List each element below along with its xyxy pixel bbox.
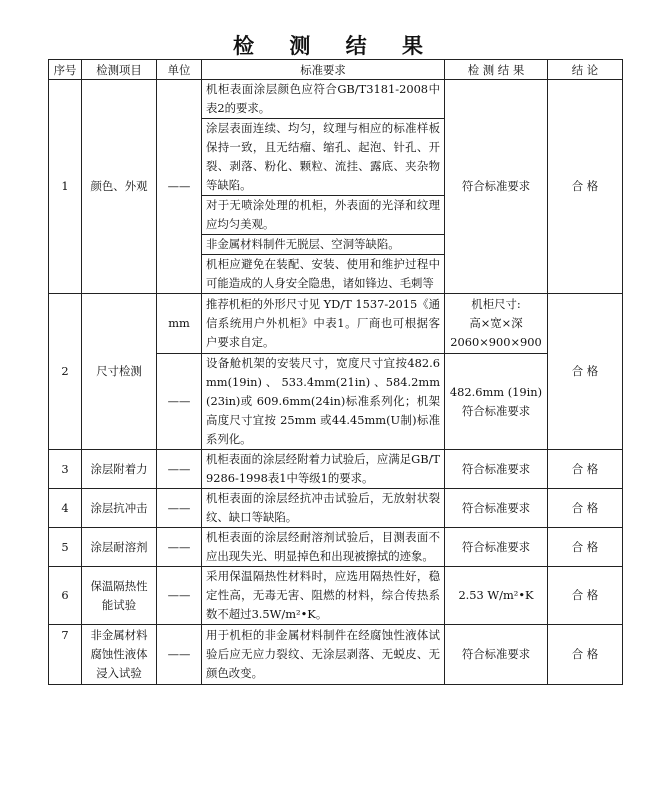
row-no: 2 [49, 294, 82, 450]
row-requirement: 机柜表面的涂层经附着力试验后，应满足GB/T9286-1998表1中等级1的要求。 [202, 450, 445, 489]
table-row [49, 567, 623, 625]
results-table [48, 59, 623, 685]
row-requirement: 机柜应避免在装配、安装、使用和维护过程中可能造成的人身安全隐患，诸如锋边、毛刺等 [202, 255, 445, 294]
row-unit: —— [157, 567, 202, 625]
row-conclusion: 合 格 [548, 450, 623, 489]
page-title: 检 测 结 果 [233, 34, 437, 58]
row-unit: —— [157, 528, 202, 567]
row-conclusion: 合 格 [548, 528, 623, 567]
row-unit: —— [157, 354, 202, 450]
item-line: 腐蚀性液体 [90, 647, 148, 661]
row-requirement: 采用保温隔热性材料时，应选用隔热性好，稳定性高，无毒无害、阻燃的材料，综合传热系数不超过3.5W/m²•K。 [202, 567, 445, 625]
row-result: 符合标准要求 [445, 450, 548, 489]
row-no: 5 [49, 528, 82, 567]
table-row [49, 80, 623, 119]
header-requirement: 标准要求 [202, 60, 445, 80]
row-result [445, 354, 548, 450]
row-conclusion: 合 格 [548, 625, 623, 685]
row-unit: —— [157, 489, 202, 528]
header-unit: 单位 [157, 60, 202, 80]
row-result: 符合标准要求 [445, 625, 548, 685]
row-requirement: 机柜表面的涂层经抗冲击试验后，无放射状裂纹、缺口等缺陷。 [202, 489, 445, 528]
row-requirement: 非金属材料制件无脱层、空洞等缺陷。 [202, 235, 445, 255]
table-row [49, 294, 623, 354]
result-line: 高×宽×深 [469, 316, 523, 330]
row-conclusion: 合 格 [548, 489, 623, 528]
table-row [49, 489, 623, 528]
row-conclusion: 合 格 [548, 294, 623, 450]
row-requirement: 涂层表面连续、均匀，纹理与相应的标准样板保持一致，且无结瘤、缩孔、起泡、针孔、开裂、剥落、粉化、颗粒、流挂、露底、夹杂物等缺陷。 [202, 119, 445, 196]
row-item [82, 567, 157, 625]
row-no: 4 [49, 489, 82, 528]
item-line: 能试验 [101, 597, 137, 612]
header-no: 序号 [49, 60, 82, 80]
row-no: 6 [49, 567, 82, 625]
row-item: 涂层耐溶剂 [82, 528, 157, 567]
row-unit: mm [157, 294, 202, 354]
result-line: 2060×900×900 [450, 335, 542, 349]
row-item: 尺寸检测 [82, 294, 157, 450]
row-result [445, 294, 548, 354]
header-conclusion: 结 论 [548, 60, 623, 80]
table-row [49, 625, 623, 685]
table-row [49, 450, 623, 489]
row-requirement: 对于无喷涂处理的机柜，外表面的光泽和纹理应均匀美观。 [202, 196, 445, 235]
table-row [49, 528, 623, 567]
row-no: 7 [49, 625, 82, 685]
row-result: 符合标准要求 [445, 80, 548, 294]
row-requirement: 推荐机柜的外形尺寸见 YD/T 1537-2015《通信系统用户外机柜》中表1。厂商也可根据客户要求自定。 [202, 294, 445, 354]
row-conclusion: 合 格 [548, 567, 623, 625]
item-line: 浸入试验 [96, 666, 142, 680]
row-no: 1 [49, 80, 82, 294]
header-item: 检测项目 [82, 60, 157, 80]
row-requirement: 机柜表面涂层颜色应符合GB/T3181-2008中表2的要求。 [202, 80, 445, 119]
row-unit: —— [157, 80, 202, 294]
item-line: 非金属材料 [90, 628, 148, 642]
row-item: 涂层抗冲击 [82, 489, 157, 528]
row-item: 颜色、外观 [82, 80, 157, 294]
row-unit: —— [157, 450, 202, 489]
result-line: 机柜尺寸: [471, 297, 521, 311]
row-requirement: 用于机柜的非金属材料制件在经腐蚀性液体试验后应无应力裂纹、无涂层剥落、无蜕皮、无颜色改变。 [202, 625, 445, 685]
row-no: 3 [49, 450, 82, 489]
row-item: 涂层附着力 [82, 450, 157, 489]
row-item [82, 625, 157, 685]
result-line: 符合标准要求 [461, 403, 531, 418]
row-conclusion: 合 格 [548, 80, 623, 294]
row-result: 符合标准要求 [445, 528, 548, 567]
row-result: 符合标准要求 [445, 489, 548, 528]
table-header-row [49, 60, 623, 80]
row-result: 2.53 W/m²•K [445, 567, 548, 625]
item-line: 保温隔热性 [90, 578, 148, 593]
row-requirement: 设备舱机架的安装尺寸，宽度尺寸宜按482.6mm(19in) 、 533.4mm(21in) 、584.2mm(23in)或 609.6mm(24in)标准系列化；机架高度尺寸宜按 25mm 或44.45mm(U制)标准系列化。 [202, 354, 445, 450]
header-result: 检 测 结 果 [445, 60, 548, 80]
result-line: 482.6mm (19in) [449, 384, 543, 399]
row-requirement: 机柜表面的涂层经耐溶剂试验后，目测表面不应出现失光、明显掉色和出现被擦拭的迹象。 [202, 528, 445, 567]
row-unit: —— [157, 625, 202, 685]
